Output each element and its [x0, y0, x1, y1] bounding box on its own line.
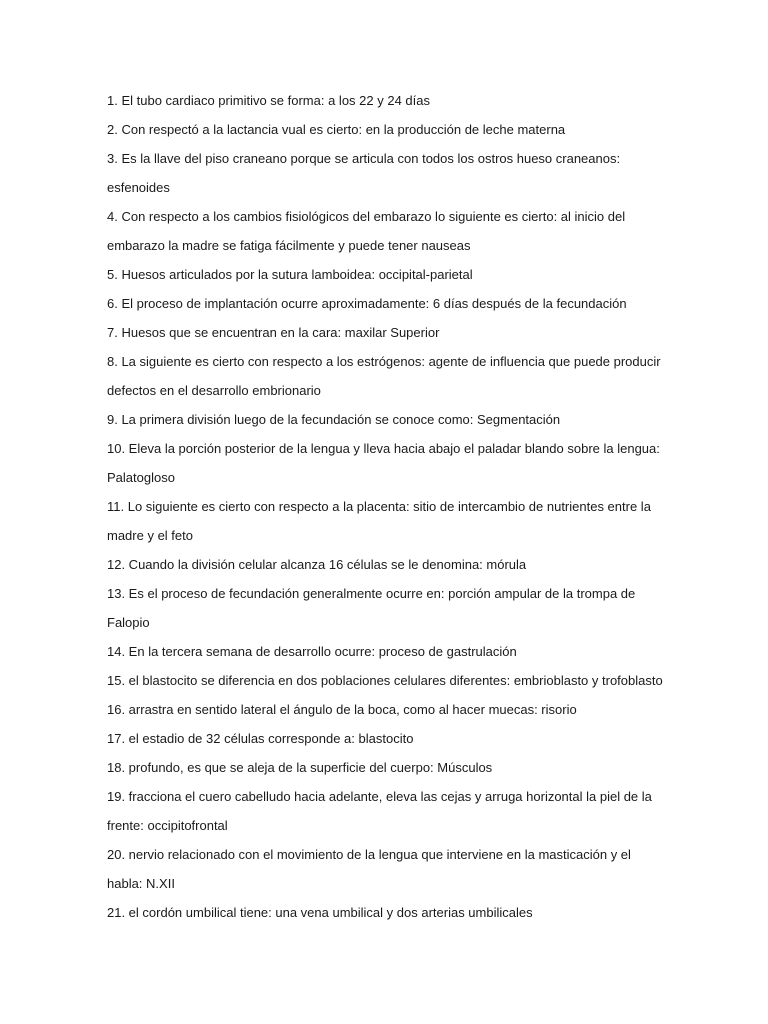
list-item: 3. Es la llave del piso craneano porque se articula con todos los ostros hueso craneanos: esfenoides	[107, 151, 621, 195]
list-item: 4. Con respecto a los cambios fisiológicos del embarazo lo siguiente es cierto: al inicio del embarazo la madre se fatiga fácilmente y puede tener nauseas	[107, 209, 626, 253]
list-item: 5. Huesos articulados por la sutura lamboidea: occipital-parietal	[107, 267, 473, 282]
list-item: 6. El proceso de implantación ocurre aproximadamente: 6 días después de la fecundación	[107, 296, 627, 311]
list-item: 9. La primera división luego de la fecundación se conoce como: Segmentación	[107, 412, 561, 427]
list-item: 13. Es el proceso de fecundación generalmente ocurre en: porción ampular de la trompa de Falopio	[107, 586, 636, 630]
list-item: 18. profundo, es que se aleja de la superficie del cuerpo: Músculos	[107, 760, 493, 775]
list-item: 20. nervio relacionado con el movimiento de la lengua que interviene en la masticación y el habla: N.XII	[107, 847, 631, 891]
list-item: 21. el cordón umbilical tiene: una vena umbilical y dos arterias umbilicales	[107, 905, 533, 920]
list-item: 1. El tubo cardiaco primitivo se forma: a los 22 y 24 días	[107, 93, 430, 108]
list-item: 8. La siguiente es cierto con respecto a los estrógenos: agente de influencia que puede producir defectos en el desarrollo embrionario	[107, 354, 661, 398]
list-item: 12. Cuando la división celular alcanza 16 células se le denomina: mórula	[107, 557, 527, 572]
list-item: 11. Lo siguiente es cierto con respecto a la placenta: sitio de intercambio de nutrientes entre la madre y el feto	[107, 499, 651, 543]
list-item: 14. En la tercera semana de desarrollo ocurre: proceso de gastrulación	[107, 644, 517, 659]
list-item: 2. Con respectó a la lactancia vual es cierto: en la producción de leche materna	[107, 122, 566, 137]
question-list	[107, 86, 667, 927]
list-item: 10. Eleva la porción posterior de la lengua y lleva hacia abajo el paladar blando sobre la lengua: Palatogloso	[107, 441, 660, 485]
list-item: 16. arrastra en sentido lateral el ángulo de la boca, como al hacer muecas: risorio	[107, 702, 577, 717]
list-item: 17. el estadio de 32 células corresponde a: blastocito	[107, 731, 414, 746]
list-item: 19. fracciona el cuero cabelludo hacia adelante, eleva las cejas y arruga horizontal la piel de la frente: occipitofrontal	[107, 789, 652, 833]
list-item: 15. el blastocito se diferencia en dos poblaciones celulares diferentes: embrioblasto y trofoblasto	[107, 673, 663, 688]
list-item: 7. Huesos que se encuentran en la cara: maxilar Superior	[107, 325, 440, 340]
